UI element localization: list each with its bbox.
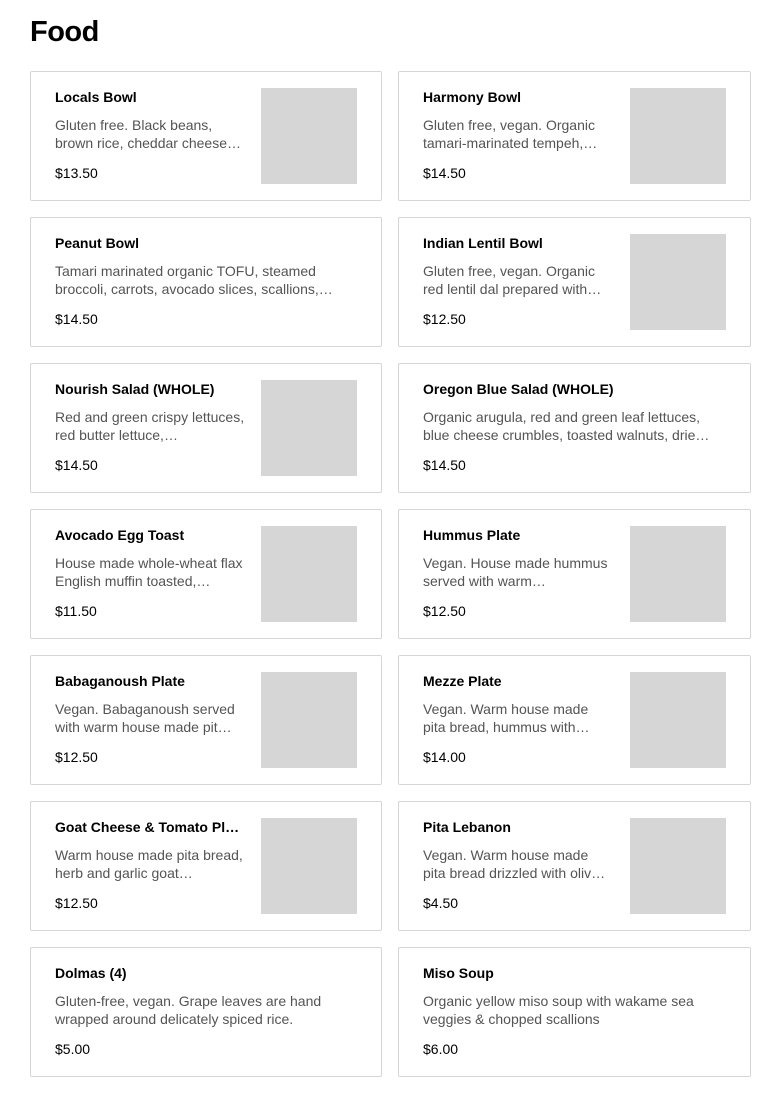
menu-item-description: Gluten free, vegan. Organic red lentil dal prepared with…: [423, 263, 602, 297]
menu-item-name: Avocado Egg Toast: [55, 527, 185, 543]
menu-item-price: $6.00: [423, 1041, 459, 1057]
menu-item-description: Vegan. Warm house made pita bread drizzled with oliv…: [423, 847, 606, 881]
menu-item-name: Peanut Bowl: [55, 235, 140, 251]
menu-item-description: Vegan. Warm house made pita bread, hummus with…: [423, 701, 590, 735]
menu-item-image: [630, 526, 726, 622]
menu-item-name: Oregon Blue Salad (WHOLE): [423, 381, 614, 397]
menu-item-card[interactable]: [30, 363, 382, 493]
menu-item-text: [55, 234, 357, 298]
menu-item-description: Warm house made pita bread, herb and garlic goat…: [55, 847, 243, 881]
menu-item-price: $12.50: [423, 311, 466, 327]
menu-item-text: [423, 380, 726, 444]
menu-item-image: [630, 672, 726, 768]
menu-item-name: Indian Lentil Bowl: [423, 235, 543, 251]
menu-item-name: Nourish Salad (WHOLE): [55, 381, 215, 397]
menu-item-price: $4.50: [423, 895, 459, 911]
menu-item-card[interactable]: [398, 655, 751, 785]
menu-item-text: [423, 88, 614, 152]
menu-item-text: [423, 526, 614, 590]
menu-item-price: $12.50: [55, 749, 98, 765]
menu-item-card[interactable]: [398, 71, 751, 201]
menu-item-name: Miso Soup: [423, 965, 494, 981]
menu-item-image: [630, 88, 726, 184]
menu-item-name: Dolmas (4): [55, 965, 127, 981]
menu-item-name: Pita Lebanon: [423, 819, 511, 835]
menu-item-description: Gluten-free, vegan. Grape leaves are hand wrapped around delicately spiced rice.: [55, 993, 322, 1027]
menu-item-card[interactable]: [30, 509, 382, 639]
menu-item-name: Goat Cheese & Tomato Plate: [55, 819, 245, 835]
menu-grid: [30, 71, 751, 1077]
menu-item-price: $13.50: [55, 165, 98, 181]
menu-item-price: $11.50: [55, 603, 97, 619]
menu-item-name: Hummus Plate: [423, 527, 521, 543]
menu-item-card[interactable]: [30, 217, 382, 347]
menu-item-image: [261, 526, 357, 622]
menu-item-image: [630, 818, 726, 914]
menu-item-description: Vegan. House made hummus served with warm…: [423, 555, 608, 589]
page-title: Food: [30, 16, 99, 48]
menu-item-text: [423, 234, 614, 298]
menu-item-image: [261, 818, 357, 914]
menu-item-card[interactable]: [30, 655, 382, 785]
menu-item-image: [630, 234, 726, 330]
menu-item-price: $12.50: [55, 895, 98, 911]
menu-item-card[interactable]: [30, 947, 382, 1077]
menu-item-price: $14.50: [55, 457, 98, 473]
menu-item-text: [55, 672, 245, 736]
menu-item-name: Harmony Bowl: [423, 89, 522, 105]
menu-item-text: [423, 672, 614, 736]
menu-item-price: $14.50: [423, 165, 466, 181]
menu-item-card[interactable]: [398, 509, 751, 639]
menu-item-price: $14.50: [423, 457, 466, 473]
menu-item-card[interactable]: [398, 217, 751, 347]
menu-item-text: [423, 818, 614, 882]
menu-item-description: Red and green crispy lettuces, red butter lettuce,…: [55, 409, 245, 443]
menu-item-image: [261, 380, 357, 476]
menu-item-text: [55, 818, 245, 882]
menu-item-name: Babaganoush Plate: [55, 673, 185, 689]
menu-item-description: Organic yellow miso soup with wakame sea veggies & chopped scallions: [423, 993, 694, 1027]
menu-item-description: Vegan. Babaganoush served with warm house made pit…: [55, 701, 235, 735]
menu-item-description: Organic arugula, red and green leaf lettuces, blue cheese crumbles, toasted walnuts, drie…: [423, 409, 710, 443]
menu-item-description: Gluten free, vegan. Organic tamari-marinated tempeh,…: [423, 117, 598, 151]
menu-item-image: [261, 672, 357, 768]
menu-item-text: [55, 964, 357, 1028]
menu-item-image: [261, 88, 357, 184]
menu-item-price: $14.50: [55, 311, 98, 327]
menu-item-card[interactable]: [30, 71, 382, 201]
menu-item-card[interactable]: [398, 801, 751, 931]
menu-item-description: House made whole-wheat flax English muffin toasted,…: [55, 555, 243, 589]
menu-item-description: Gluten free. Black beans, brown rice, cheddar cheese…: [55, 117, 241, 151]
menu-item-price: $12.50: [423, 603, 466, 619]
menu-item-card[interactable]: [30, 801, 382, 931]
menu-item-card[interactable]: [398, 947, 751, 1077]
menu-item-price: $14.00: [423, 749, 466, 765]
menu-item-text: [55, 88, 245, 152]
menu-item-name: Locals Bowl: [55, 89, 137, 105]
menu-item-name: Mezze Plate: [423, 673, 502, 689]
menu-item-card[interactable]: [398, 363, 751, 493]
menu-item-text: [55, 526, 245, 590]
menu-item-text: [55, 380, 245, 444]
menu-item-description: Tamari marinated organic TOFU, steamed broccoli, carrots, avocado slices, scallions,…: [55, 263, 333, 297]
menu-item-text: [423, 964, 726, 1028]
menu-item-price: $5.00: [55, 1041, 91, 1057]
